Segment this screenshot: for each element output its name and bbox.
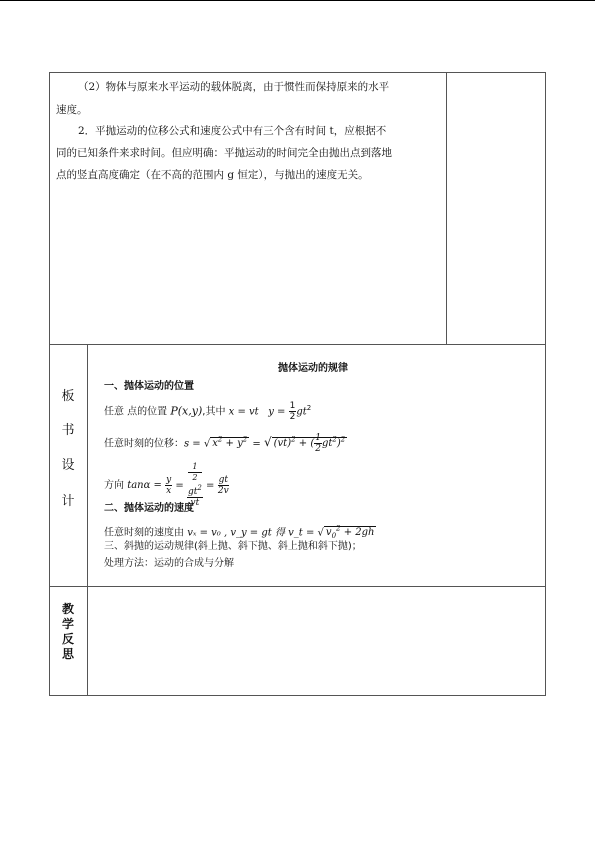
displacement-line: 任意时刻的位移：s = √ $x^2 + y^2$ = √ (vt)$^2$ + ( $\frac{1}{2}$ $gt^2)^2$ [104, 433, 346, 455]
board-label-char-4: 计 [61, 494, 75, 509]
board-method: 处理方法：运动的合成与分解 [104, 558, 234, 569]
direction-tan: tanα = [127, 480, 166, 491]
position-x-eq: x = vt [228, 406, 259, 418]
velocity-formulas: vₓ = v₀ , v_y = gt 得 v_t = [187, 527, 318, 539]
reflection-label-char-1: 教 [61, 602, 74, 616]
velocity-prefix: 任意时刻的速度由 [104, 527, 188, 539]
reflection-label-char-4: 思 [61, 647, 74, 661]
sqrt-x2-y2: √ $x^2 + y^2$ [203, 436, 248, 450]
board-section-1: 一、抛体运动的位置 [104, 381, 194, 392]
sqrt-expanded: √ (vt)$^2$ + ( $\frac{1}{2}$ $gt^2)^2$ [263, 433, 346, 455]
displacement-prefix: 任意时刻的位移： [104, 438, 184, 450]
position-line: 任意 点的位置 P(x,y),其中 x = vt y = $\frac{1}{2}$ $gt^2$ [104, 400, 312, 422]
half-fraction: $\frac{1}{2}$ [289, 400, 296, 422]
board-section-3: 三、斜抛的运动规律(斜上抛、斜下抛、斜上抛和斜下抛)； [104, 541, 362, 552]
side-cell [446, 72, 546, 345]
direction-prefix: 方向 [104, 480, 128, 491]
content-cell [49, 72, 447, 345]
reflection-content-cell [87, 586, 546, 696]
paragraph-1-line-1: （2）物体与原来水平运动的载体脱离，由于惯性而保持原来的水平 [78, 81, 390, 93]
position-where: ,其中 [202, 406, 229, 418]
board-label-char-2: 书 [61, 423, 75, 438]
position-y-tail: gt [296, 406, 307, 418]
position-y-eq: y = [268, 406, 289, 418]
board-label-char-3: 设 [61, 458, 75, 473]
sqrt-v0-2gh: √ $v_0^2 + 2gh$ [317, 525, 375, 541]
paragraph-2-line-3: 点的竖直高度确定（在不高的范围内 g 恒定），与抛出的速度无关。 [56, 169, 369, 181]
board-title: 抛体运动的规律 [278, 363, 348, 374]
paragraph-1-line-2: 速度。 [56, 104, 88, 116]
position-point: P(x,y) [170, 404, 203, 418]
position-prefix: 任意 点的位置 [104, 406, 171, 418]
paragraph-2-line-2: 同的已知条件来求时间。但应明确：平抛运动的时间完全由抛出点到落地 [56, 147, 392, 159]
displacement-formula: s = [184, 438, 204, 450]
half-gt2-over-vt: 1 2 $gt^2$ vt [187, 462, 202, 508]
gt-over-2v: $\frac{gt}{2v}$ [217, 474, 229, 496]
vy-over-x: $\frac{y}{x}$ [166, 474, 172, 496]
paragraph-2-line-1: 2．平抛运动的位移公式和速度公式中有三个含有时间 t，应根据不 [78, 125, 387, 137]
top-rule [0, 0, 595, 1]
reflection-label-char-2: 学 [61, 617, 74, 631]
direction-line: 方向 tanα = $\frac{y}{x}$ = 1 2 $gt^2$ vt = $\frac{gt}{2v}$ [104, 462, 229, 508]
board-label-char-1: 板 [61, 389, 75, 404]
board-section-2: 二、抛体运动的速度 [104, 503, 194, 514]
reflection-label-char-3: 反 [61, 632, 74, 646]
